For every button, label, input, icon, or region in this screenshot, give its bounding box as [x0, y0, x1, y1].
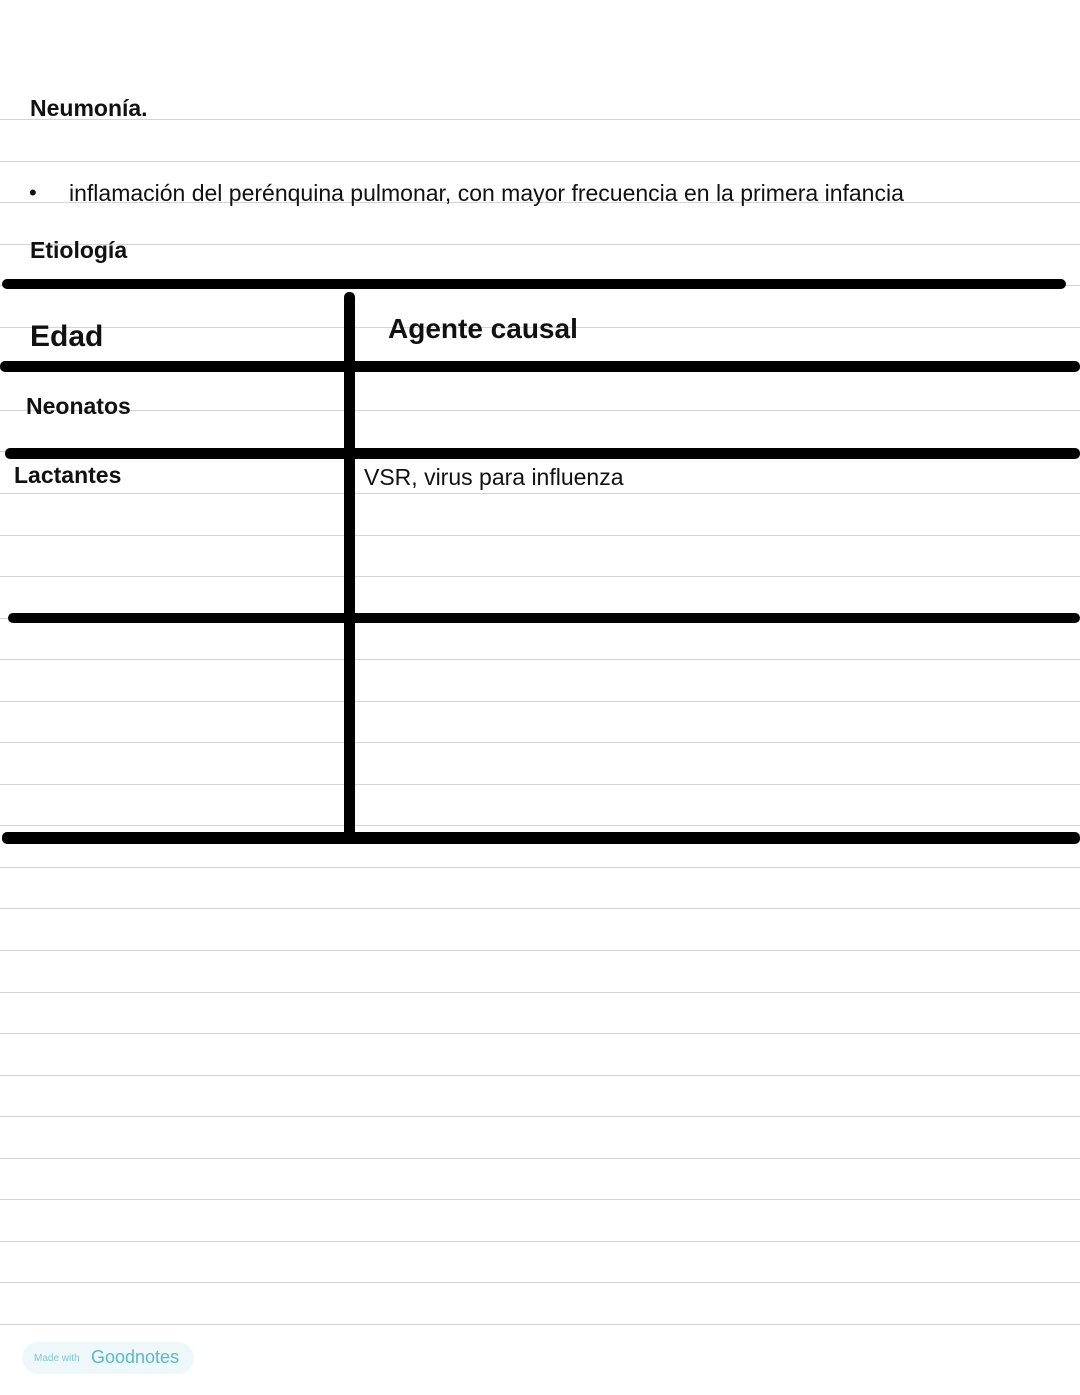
ruled-line — [0, 659, 1080, 660]
header-agent: Agente causal — [388, 313, 578, 344]
goodnotes-logo: Goodnotes — [91, 1347, 180, 1367]
ruled-line — [0, 410, 1080, 411]
bullet-marker: • — [29, 180, 37, 205]
bullet-text: inflamación del perénquina pulmonar, con mayor frecuencia en la primera infancia — [69, 180, 904, 206]
ruled-line — [0, 992, 1080, 993]
ruled-line — [0, 1241, 1080, 1242]
row-lactantes-agent: VSR, virus para influenza — [364, 464, 624, 490]
ruled-line — [0, 908, 1080, 909]
ruled-line — [0, 867, 1080, 868]
ruled-line — [0, 1116, 1080, 1117]
row-neonatos-bottom-border — [5, 448, 1080, 459]
ruled-line — [0, 576, 1080, 577]
ruled-line — [0, 701, 1080, 702]
row-lactantes-age: Lactantes — [14, 462, 122, 488]
ruled-line — [0, 535, 1080, 536]
ruled-line — [0, 1158, 1080, 1159]
row-lactantes-bottom-border — [8, 613, 1080, 623]
ruled-line — [0, 119, 1080, 120]
goodnotes-badge[interactable] — [22, 1342, 194, 1374]
page-title: Neumonía. — [30, 95, 148, 121]
ruled-line — [0, 493, 1080, 494]
ruled-line — [0, 1033, 1080, 1034]
ruled-line — [0, 1324, 1080, 1325]
ruled-line — [0, 742, 1080, 743]
table-column-divider — [344, 292, 355, 838]
ruled-line — [0, 244, 1080, 245]
row-neonatos-age: Neonatos — [26, 393, 131, 419]
ruled-line — [0, 950, 1080, 951]
ruled-line — [0, 1282, 1080, 1283]
ruled-line — [0, 1199, 1080, 1200]
header-bottom-border — [0, 361, 1080, 372]
ruled-line — [0, 161, 1080, 162]
table-bottom-border — [2, 832, 1080, 844]
table-top-border — [2, 279, 1066, 289]
header-age: Edad — [30, 320, 104, 353]
ruled-line — [0, 1075, 1080, 1076]
ruled-line — [0, 825, 1080, 826]
made-with-label: Made with — [34, 1353, 80, 1364]
ruled-line — [0, 784, 1080, 785]
section-heading: Etiología — [30, 237, 128, 263]
